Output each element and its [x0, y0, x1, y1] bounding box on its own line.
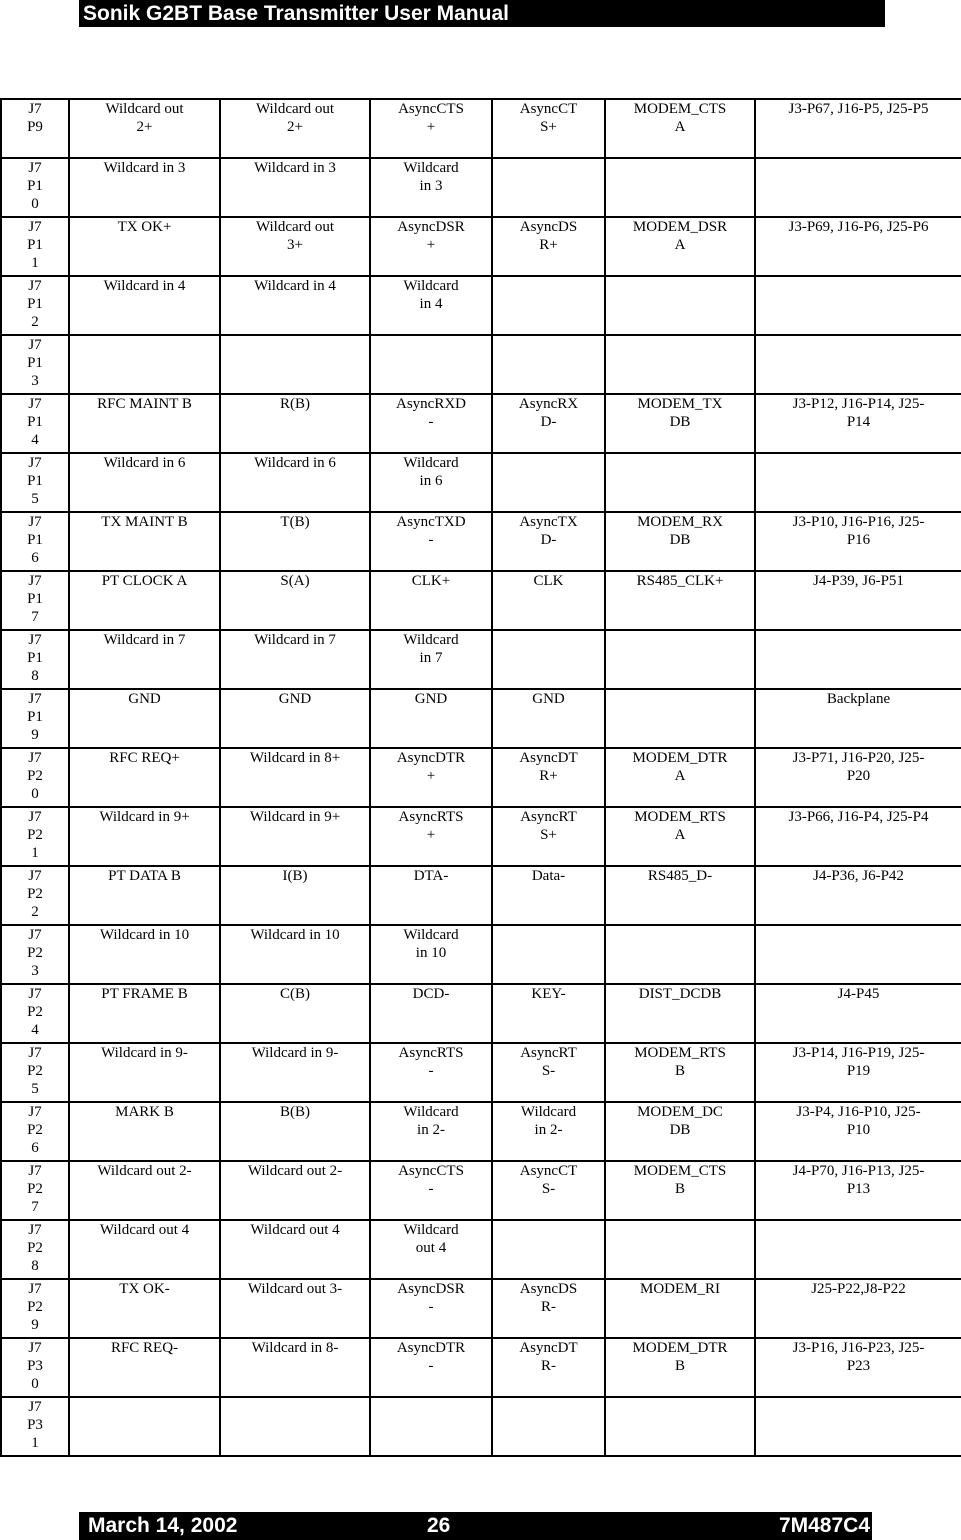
signal-cell: Wildcard in 10	[69, 925, 220, 984]
table-row	[1, 807, 961, 866]
signal-cell: Wildcard in 9+	[69, 807, 220, 866]
document-footer	[79, 1512, 872, 1540]
async-alt-cell: AsyncDT R+	[492, 748, 605, 807]
modem-cell: RS485_D-	[605, 866, 755, 925]
alt-signal-cell: B(B)	[220, 1102, 370, 1161]
pin-cell: J7 P2 7	[1, 1161, 69, 1220]
modem-cell: MODEM_DTR A	[605, 748, 755, 807]
table-row	[1, 453, 961, 512]
signal-cell: GND	[69, 689, 220, 748]
table-row	[1, 630, 961, 689]
table-row	[1, 158, 961, 217]
connector-cell: J4-P39, J6-P51	[755, 571, 961, 630]
connector-cell	[755, 453, 961, 512]
async-cell: AsyncCTS -	[370, 1161, 492, 1220]
async-cell: Wildcard in 3	[370, 158, 492, 217]
async-cell: AsyncDSR +	[370, 217, 492, 276]
connector-cell: J3-P71, J16-P20, J25- P20	[755, 748, 961, 807]
pin-cell: J7 P1 7	[1, 571, 69, 630]
pin-cell: J7 P2 4	[1, 984, 69, 1043]
signal-cell: Wildcard out 2-	[69, 1161, 220, 1220]
table-row	[1, 925, 961, 984]
modem-cell	[605, 689, 755, 748]
signal-cell: Wildcard in 7	[69, 630, 220, 689]
modem-cell: MODEM_DTR B	[605, 1338, 755, 1397]
alt-signal-cell: Wildcard in 3	[220, 158, 370, 217]
table-row	[1, 1397, 961, 1456]
alt-signal-cell: R(B)	[220, 394, 370, 453]
async-cell: AsyncTXD -	[370, 512, 492, 571]
signal-cell: Wildcard in 3	[69, 158, 220, 217]
table-row	[1, 335, 961, 394]
footer-page-number: 26	[427, 1514, 451, 1537]
pin-cell: J7 P2 8	[1, 1220, 69, 1279]
connector-cell	[755, 630, 961, 689]
table-row	[1, 689, 961, 748]
signal-cell: TX OK+	[69, 217, 220, 276]
alt-signal-cell: Wildcard out 2+	[220, 99, 370, 158]
modem-cell	[605, 276, 755, 335]
alt-signal-cell: S(A)	[220, 571, 370, 630]
modem-cell: MODEM_RTS A	[605, 807, 755, 866]
table-row	[1, 276, 961, 335]
async-alt-cell: AsyncTX D-	[492, 512, 605, 571]
async-cell: DTA-	[370, 866, 492, 925]
async-alt-cell: AsyncCT S-	[492, 1161, 605, 1220]
modem-cell	[605, 1397, 755, 1456]
modem-cell	[605, 1220, 755, 1279]
alt-signal-cell: Wildcard in 6	[220, 453, 370, 512]
async-alt-cell: CLK	[492, 571, 605, 630]
async-cell: AsyncDTR -	[370, 1338, 492, 1397]
pin-cell: J7 P3 0	[1, 1338, 69, 1397]
async-alt-cell	[492, 158, 605, 217]
table-row	[1, 1279, 961, 1338]
async-alt-cell	[492, 630, 605, 689]
async-alt-cell: AsyncDT R-	[492, 1338, 605, 1397]
async-cell: AsyncRTS +	[370, 807, 492, 866]
alt-signal-cell	[220, 1397, 370, 1456]
alt-signal-cell: Wildcard in 8+	[220, 748, 370, 807]
async-cell: AsyncRTS -	[370, 1043, 492, 1102]
async-alt-cell: AsyncCT S+	[492, 99, 605, 158]
pin-cell: J7 P1 6	[1, 512, 69, 571]
async-cell: Wildcard out 4	[370, 1220, 492, 1279]
connector-cell: J3-P12, J16-P14, J25- P14	[755, 394, 961, 453]
connector-cell	[755, 158, 961, 217]
async-cell	[370, 1397, 492, 1456]
async-cell: AsyncRXD -	[370, 394, 492, 453]
modem-cell: MODEM_CTS B	[605, 1161, 755, 1220]
alt-signal-cell: Wildcard in 4	[220, 276, 370, 335]
async-cell: AsyncDSR -	[370, 1279, 492, 1338]
signal-cell: PT DATA B	[69, 866, 220, 925]
async-cell: AsyncDTR +	[370, 748, 492, 807]
async-alt-cell	[492, 1220, 605, 1279]
async-alt-cell: Wildcard in 2-	[492, 1102, 605, 1161]
alt-signal-cell	[220, 335, 370, 394]
table-row	[1, 984, 961, 1043]
alt-signal-cell: GND	[220, 689, 370, 748]
async-alt-cell: AsyncRX D-	[492, 394, 605, 453]
modem-cell: MODEM_DC DB	[605, 1102, 755, 1161]
table-row	[1, 394, 961, 453]
async-cell: AsyncCTS +	[370, 99, 492, 158]
async-cell: Wildcard in 6	[370, 453, 492, 512]
connector-cell: J3-P16, J16-P23, J25- P23	[755, 1338, 961, 1397]
async-alt-cell: GND	[492, 689, 605, 748]
alt-signal-cell: Wildcard in 7	[220, 630, 370, 689]
modem-cell: MODEM_RTS B	[605, 1043, 755, 1102]
table-row	[1, 866, 961, 925]
alt-signal-cell: Wildcard out 3-	[220, 1279, 370, 1338]
modem-cell: RS485_CLK+	[605, 571, 755, 630]
table-row	[1, 99, 961, 158]
table-row	[1, 512, 961, 571]
connector-cell: J3-P14, J16-P19, J25- P19	[755, 1043, 961, 1102]
modem-cell	[605, 335, 755, 394]
signal-cell: RFC REQ+	[69, 748, 220, 807]
modem-cell: MODEM_RI	[605, 1279, 755, 1338]
pin-cell: J7 P9	[1, 99, 69, 158]
connector-cell: J4-P36, J6-P42	[755, 866, 961, 925]
async-cell: Wildcard in 7	[370, 630, 492, 689]
async-cell: Wildcard in 10	[370, 925, 492, 984]
signal-cell: Wildcard out 2+	[69, 99, 220, 158]
signal-cell	[69, 335, 220, 394]
async-alt-cell: AsyncDS R+	[492, 217, 605, 276]
async-alt-cell: Data-	[492, 866, 605, 925]
connector-cell: J4-P45	[755, 984, 961, 1043]
modem-cell	[605, 158, 755, 217]
modem-cell: MODEM_RX DB	[605, 512, 755, 571]
modem-cell: MODEM_DSR A	[605, 217, 755, 276]
async-alt-cell: AsyncRT S-	[492, 1043, 605, 1102]
pin-cell: J7 P1 4	[1, 394, 69, 453]
signal-cell: Wildcard in 6	[69, 453, 220, 512]
modem-cell: DIST_DCDB	[605, 984, 755, 1043]
footer-document-number: 7M487C4	[778, 1514, 870, 1537]
signal-cell: RFC REQ-	[69, 1338, 220, 1397]
async-cell: Wildcard in 2-	[370, 1102, 492, 1161]
table-row	[1, 1102, 961, 1161]
pin-cell: J7 P1 3	[1, 335, 69, 394]
signal-cell: Wildcard out 4	[69, 1220, 220, 1279]
connector-cell: J3-P4, J16-P10, J25- P10	[755, 1102, 961, 1161]
connector-cell	[755, 1220, 961, 1279]
pin-cell: J7 P2 1	[1, 807, 69, 866]
footer-date: March 14, 2002	[88, 1514, 238, 1537]
async-cell: Wildcard in 4	[370, 276, 492, 335]
alt-signal-cell: Wildcard in 9-	[220, 1043, 370, 1102]
signal-cell: PT CLOCK A	[69, 571, 220, 630]
signal-cell: Wildcard in 9-	[69, 1043, 220, 1102]
alt-signal-cell: Wildcard out 3+	[220, 217, 370, 276]
connector-cell	[755, 1397, 961, 1456]
connector-cell: Backplane	[755, 689, 961, 748]
signal-cell: MARK B	[69, 1102, 220, 1161]
pin-cell: J7 P2 5	[1, 1043, 69, 1102]
document-header: Sonik G2BT Base Transmitter User Manual	[79, 0, 885, 27]
async-alt-cell: KEY-	[492, 984, 605, 1043]
alt-signal-cell: Wildcard in 8-	[220, 1338, 370, 1397]
async-cell: DCD-	[370, 984, 492, 1043]
connector-cell	[755, 925, 961, 984]
connector-cell	[755, 276, 961, 335]
connector-cell	[755, 335, 961, 394]
alt-signal-cell: C(B)	[220, 984, 370, 1043]
alt-signal-cell: I(B)	[220, 866, 370, 925]
table-row	[1, 748, 961, 807]
modem-cell: MODEM_TX DB	[605, 394, 755, 453]
pin-cell: J7 P2 9	[1, 1279, 69, 1338]
alt-signal-cell: Wildcard in 9+	[220, 807, 370, 866]
connector-cell: J3-P10, J16-P16, J25- P16	[755, 512, 961, 571]
connector-cell: J25-P22,J8-P22	[755, 1279, 961, 1338]
connector-cell: J3-P66, J16-P4, J25-P4	[755, 807, 961, 866]
pin-cell: J7 P3 1	[1, 1397, 69, 1456]
pin-cell: J7 P1 8	[1, 630, 69, 689]
signal-cell: TX MAINT B	[69, 512, 220, 571]
async-alt-cell	[492, 1397, 605, 1456]
table-row	[1, 1161, 961, 1220]
modem-cell	[605, 925, 755, 984]
modem-cell	[605, 453, 755, 512]
pin-cell: J7 P2 2	[1, 866, 69, 925]
pin-cell: J7 P2 6	[1, 1102, 69, 1161]
pin-assignment-table	[0, 98, 961, 1457]
alt-signal-cell: Wildcard in 10	[220, 925, 370, 984]
signal-cell	[69, 1397, 220, 1456]
signal-cell: RFC MAINT B	[69, 394, 220, 453]
async-cell	[370, 335, 492, 394]
table-row	[1, 571, 961, 630]
pin-cell: J7 P1 9	[1, 689, 69, 748]
pin-cell: J7 P1 0	[1, 158, 69, 217]
async-cell: CLK+	[370, 571, 492, 630]
async-alt-cell	[492, 453, 605, 512]
pin-cell: J7 P2 3	[1, 925, 69, 984]
async-alt-cell: AsyncRT S+	[492, 807, 605, 866]
connector-cell: J3-P69, J16-P6, J25-P6	[755, 217, 961, 276]
pin-cell: J7 P1 2	[1, 276, 69, 335]
pin-cell: J7 P2 0	[1, 748, 69, 807]
modem-cell: MODEM_CTS A	[605, 99, 755, 158]
modem-cell	[605, 630, 755, 689]
connector-cell: J4-P70, J16-P13, J25- P13	[755, 1161, 961, 1220]
table-row	[1, 1338, 961, 1397]
alt-signal-cell: T(B)	[220, 512, 370, 571]
signal-cell: TX OK-	[69, 1279, 220, 1338]
async-alt-cell	[492, 925, 605, 984]
async-alt-cell	[492, 276, 605, 335]
signal-cell: Wildcard in 4	[69, 276, 220, 335]
table-row	[1, 1043, 961, 1102]
pin-cell: J7 P1 5	[1, 453, 69, 512]
table-row	[1, 1220, 961, 1279]
pin-cell: J7 P1 1	[1, 217, 69, 276]
alt-signal-cell: Wildcard out 2-	[220, 1161, 370, 1220]
async-cell: GND	[370, 689, 492, 748]
async-alt-cell: AsyncDS R-	[492, 1279, 605, 1338]
connector-cell: J3-P67, J16-P5, J25-P5	[755, 99, 961, 158]
async-alt-cell	[492, 335, 605, 394]
table-row	[1, 217, 961, 276]
alt-signal-cell: Wildcard out 4	[220, 1220, 370, 1279]
signal-cell: PT FRAME B	[69, 984, 220, 1043]
